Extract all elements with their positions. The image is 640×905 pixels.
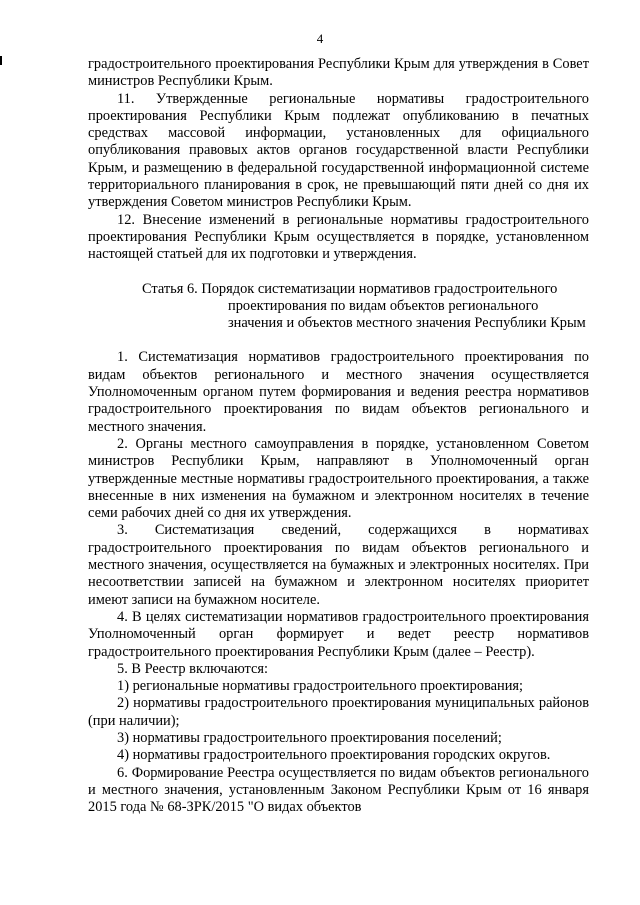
- paragraph-item-5: 5. В Реестр включаются:: [117, 660, 269, 677]
- paragraph-item-2: 2. Органы местного самоуправления в порядке, установленном Советом министров Республики Крым, направляют в Уполномоченный орган утвержденные местные нормативы градостроительного проектирования, а также внесенные в них изменения на бумажном и электронном носителях в течение семи рабочих дней со дня их утверждения.: [88, 435, 589, 522]
- article-heading: [88, 281, 589, 333]
- list-item-2: 2) нормативы градостроительного проектирования муниципальных районов (при наличии);: [88, 695, 589, 729]
- document-body: [88, 56, 589, 816]
- article-heading-line: проектирования по видам объектов регионального: [228, 297, 539, 314]
- article-heading-line: значения и объектов местного значения Республики Крым: [228, 315, 586, 332]
- paragraph-item-6: 6. Формирование Реестра осуществляется по видам объектов регионального и местного значения, установленным Законом Республики Крым от 16 января 2015 года № 68-ЗРК/2015 "О видах объектов: [88, 764, 589, 816]
- margin-mark: [0, 56, 2, 65]
- list-item-4: 4) нормативы градостроительного проектирования городских округов.: [117, 747, 551, 764]
- paragraph-continuation: градостроительного проектирования Республики Крым для утверждения в Совет министров Республики Крым.: [88, 56, 589, 90]
- list-item-3: 3) нормативы градостроительного проектирования поселений;: [117, 729, 502, 746]
- paragraph-item-1: 1. Систематизация нормативов градостроительного проектирования по видам объектов регионального и местного значения осуществляется Уполномоченным органом путем формирования и ведения реестра нормативов градостроительного проектирования по видам объектов регионального и местного значения.: [88, 349, 589, 435]
- list-item-1: 1) региональные нормативы градостроительного проектирования;: [117, 678, 524, 695]
- paragraph-item-12: 12. Внесение изменений в региональные нормативы градостроительного проектирования Республики Крым осуществляется в порядке, установленном настоящей статьей для их подготовки и утверждения.: [88, 211, 589, 263]
- article-heading-line: Статья 6. Порядок систематизации нормативов градостроительного: [142, 280, 558, 297]
- paragraph-item-11: 11. Утвержденные региональные нормативы градостроительного проектирования Республики Крым подлежат опубликованию в печатных средствах массовой информации, установленных для официального опубликования правовых актов органов государственной власти Республики Крым, и размещению в федеральной государственной информационной системе территориального планирования в срок, не превышающий пяти дней со дня их утверждения Советом министров Республики Крым.: [88, 90, 589, 211]
- paragraph-item-4: 4. В целях систематизации нормативов градостроительного проектирования Уполномоченный орган формирует и ведет реестр нормативов градостроительного проектирования Республики Крым (далее – Реестр).: [88, 608, 589, 660]
- page-number: 4: [316, 31, 324, 46]
- paragraph-item-3: 3. Систематизация сведений, содержащихся в нормативах градостроительного проектирования по видам объектов регионального и местного значения, осуществляется на бумажных и электронных носителях. При несоответствии записей на бумажном и электронном носителях приоритет имеют записи на бумажном носителе.: [88, 522, 589, 608]
